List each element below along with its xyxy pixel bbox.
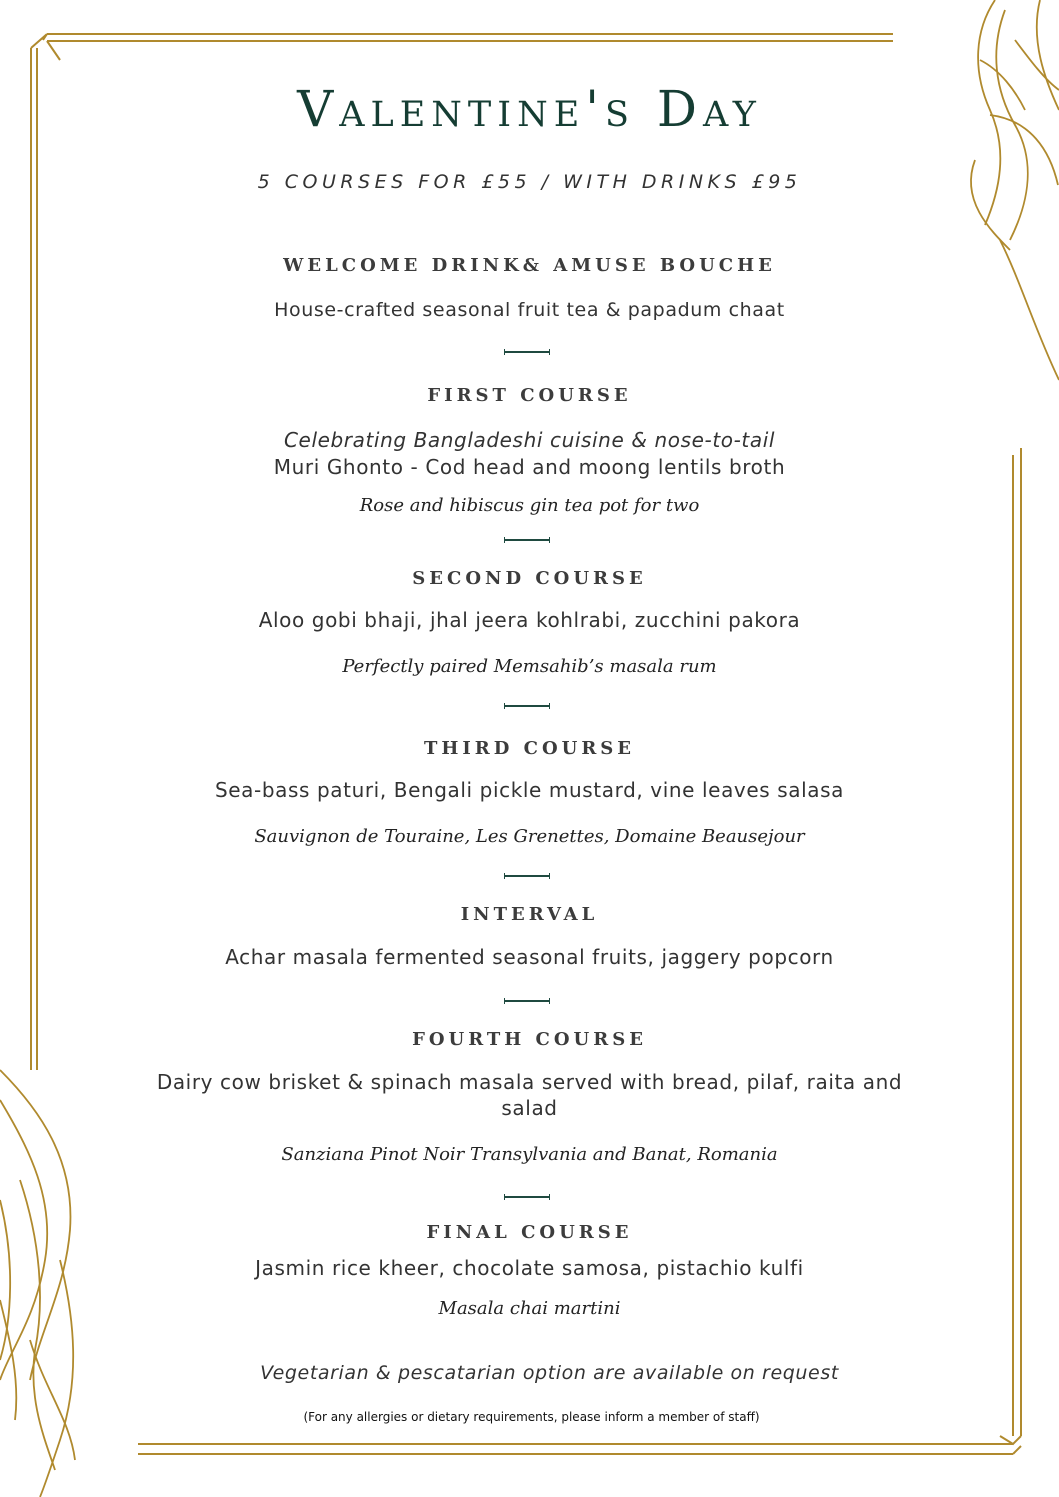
divider (504, 703, 550, 709)
vegetarian-note: Vegetarian & pescatarian option are available on request (260, 1362, 839, 1384)
page-subtitle: 5 COURSES FOR £55 / WITH DRINKS £95 (257, 171, 802, 193)
divider (504, 349, 550, 355)
dish-fourth-line2: salad (501, 1096, 558, 1120)
leaf-bottom-left-icon (0, 1070, 75, 1497)
dish-third: Sea-bass paturi, Bengali pickle mustard, vine leaves salasa (214, 778, 845, 802)
dish-second: Aloo gobi bhaji, jhal jeera kohlrabi, zucchini pakora (258, 608, 801, 632)
section-heading-final: FINAL COURSE (426, 1222, 633, 1243)
pairing-third: Sauvignon de Touraine, Les Grenettes, Domaine Beausejour (254, 826, 805, 847)
allergy-note: (For any allergies or dietary requirements, please inform a member of staff) (303, 1410, 760, 1424)
pairing-second: Perfectly paired Memsahib’s masala rum (342, 656, 717, 677)
section-heading-welcome: WELCOME DRINK& AMUSE BOUCHE (283, 255, 776, 276)
pairing-final: Masala chai martini (438, 1298, 621, 1319)
dish-final: Jasmin rice kheer, chocolate samosa, pistachio kulfi (255, 1256, 804, 1280)
pairing-first: Rose and hibiscus gin tea pot for two (359, 495, 700, 516)
dish-interval: Achar masala fermented seasonal fruits, jaggery popcorn (225, 945, 834, 969)
dish-welcome: House-crafted seasonal fruit tea & papadum chaat (274, 299, 785, 321)
section-heading-fourth: FOURTH COURSE (412, 1029, 647, 1050)
page-title: Valentine's Day (297, 80, 762, 138)
section-heading-interval: INTERVAL (460, 904, 599, 925)
pairing-fourth: Sanziana Pinot Noir Transylvania and Banat, Romania (281, 1144, 778, 1165)
divider (504, 998, 550, 1004)
section-heading-first: FIRST COURSE (427, 385, 632, 406)
section-heading-second: SECOND COURSE (412, 568, 647, 589)
divider (504, 537, 550, 543)
section-heading-third: THIRD COURSE (423, 738, 636, 759)
divider (504, 873, 550, 879)
dish-first: Muri Ghonto - Cod head and moong lentils broth (273, 455, 786, 479)
dish-fourth-line1: Dairy cow brisket & spinach masala served with bread, pilaf, raita and (156, 1070, 903, 1094)
intro-first: Celebrating Bangladeshi cuisine & nose-to-tail (283, 428, 776, 452)
divider (504, 1194, 550, 1200)
